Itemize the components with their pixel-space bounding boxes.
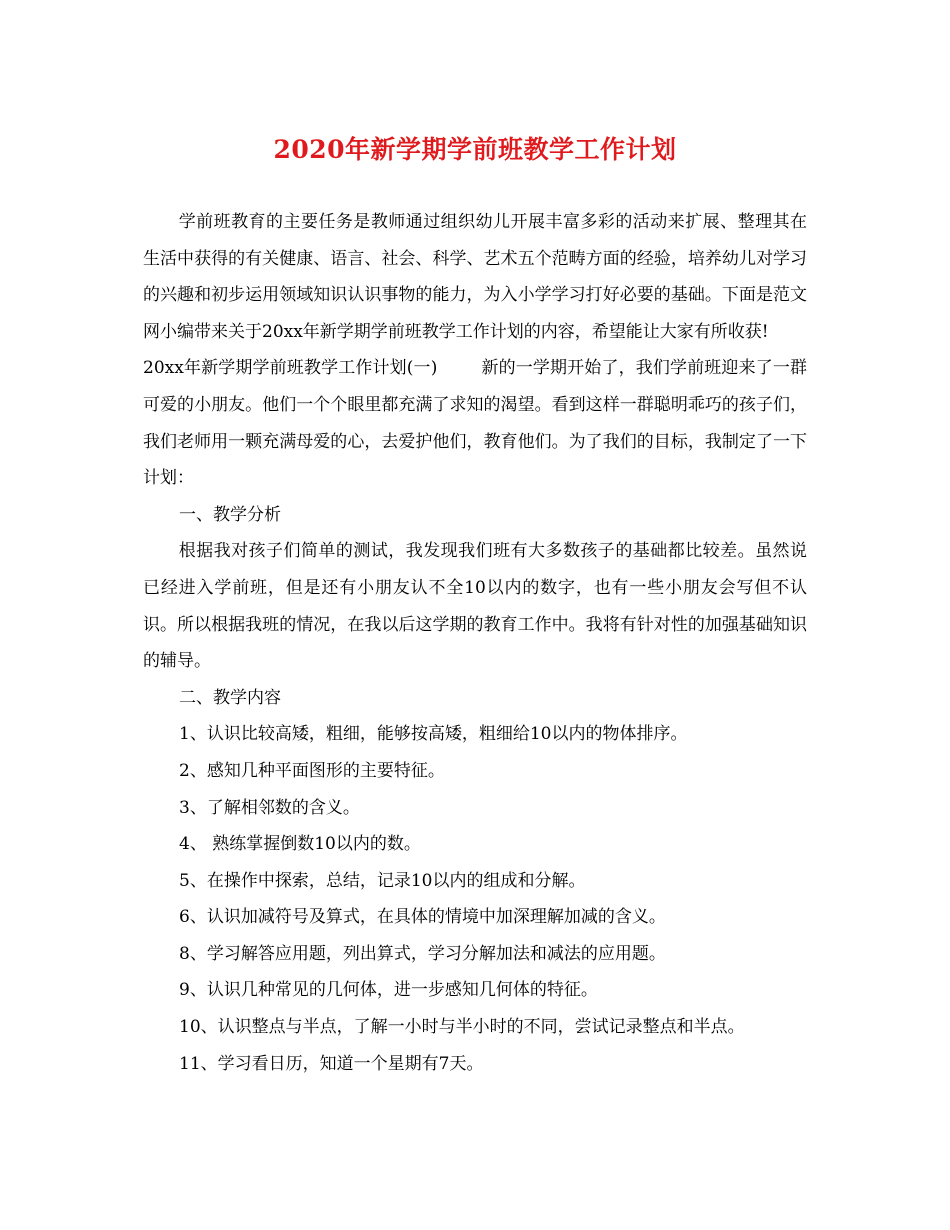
plan-one-paragraph [143,350,807,496]
intro-paragraph: 学前班教育的主要任务是教师通过组织幼儿开展丰富多彩的活动来扩展、整理其在生活中获得的有关健康、语言、社会、科学、艺术五个范畴方面的经验，培养幼儿对学习的兴趣和初步运用领域知识认识事物的能力，为入小学学习打好必要的基础。下面是范文网小编带来关于20xx年新学期学前班教学工作计划的内容，希望能让大家有所收获! [143,212,807,342]
list-item: 6、认识加减符号及算式，在具体的情境中加深理解加减的含义。 [179,907,666,928]
list-item: 10、认识整点与半点，了解一小时与半小时的不同，尝试记录整点和半点。 [179,1017,745,1038]
plan-one-text: 新的一学期开始了，我们学前班迎来了一群可爱的小朋友。他们一个个眼里都充满了求知的渴望。看到这样一群聪明乖巧的孩子们，我们老师用一颗充满母爱的心，去爱护他们，教育他们。为了我们的目标，我制定了一下计划： [143,358,807,489]
plan-one-heading: 20xx年新学期学前班教学工作计划(一) [143,358,438,379]
list-item: 4、 熟练掌握倒数10以内的数。 [179,834,421,855]
list-item: 1、认识比较高矮，粗细，能够按高矮，粗细给10以内的物体排序。 [179,724,688,745]
document-body [143,204,807,1082]
section-two-heading: 二、教学内容 [179,687,281,708]
list-item: 8、学习解答应用题，列出算式，学习分解加法和减法的应用题。 [179,943,666,964]
section-one-paragraph: 根据我对孩子们简单的测试，我发现我们班有大多数孩子的基础都比较差。虽然说已经进入学前班，但是还有小朋友认不全10以内的数字，也有一些小朋友会写但不认识。所以根据我班的情况，在我以后这学期的教育工作中。我将有针对性的加强基础知识的辅导。 [143,541,807,672]
list-item: 9、认识几种常见的几何体，进一步感知几何体的特征。 [179,980,598,1001]
section-one-heading: 一、教学分析 [179,504,281,525]
list-item: 5、在操作中探索，总结，记录10以内的组成和分解。 [179,870,586,891]
list-item: 2、感知几种平面图形的主要特征。 [179,760,445,781]
document-title: 2020年新学期学前班教学工作计划 [273,135,677,164]
list-item: 11、学习看日历，知道一个星期有7天。 [179,1053,484,1074]
list-item: 3、了解相邻数的含义。 [179,797,360,818]
